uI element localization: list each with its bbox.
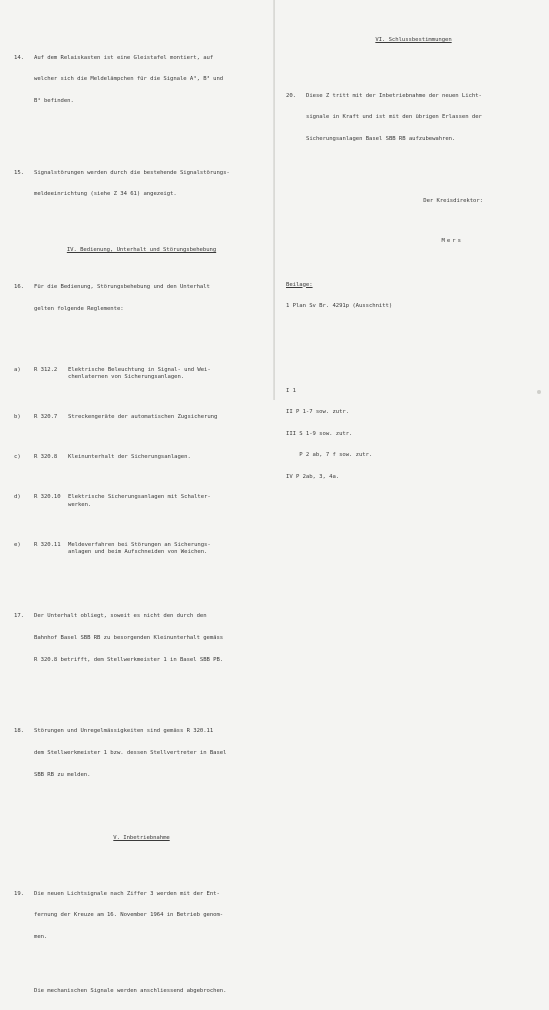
distribution-line: IV P 2ab, 3, 4a. <box>286 473 340 480</box>
paragraph-15: 15. Signalstörungen werden durch die bestehende Signalstörungs- meldeeinrichtung (siehe Z 34 61) angezeigt. <box>14 169 230 198</box>
distribution-line: II P 1-7 sow. zutr. <box>286 409 350 416</box>
left-column <box>14 26 269 1010</box>
regulation-item-d: d) R 320.10 Elektrische Sicherungsanlagen mit Schalter- werken. <box>14 494 211 508</box>
distribution-line: III S 1-9 sow. zutr. <box>286 430 353 437</box>
regulation-item-b: b) R 320.7 Streckengeräte der automatischen Zugsicherung <box>14 414 218 421</box>
section-heading-5: V. Inbetriebnahme <box>113 835 170 842</box>
paragraph-19: 19. Die neuen Lichtsignale nach Ziffer 3 werden mit der Ent- fernung der Kreuze am 16. November 1964 in Betrieb genom- men. <box>14 890 224 940</box>
section-heading-4: IV. Bedienung, Unterhalt und Störungsbehebung <box>66 246 217 253</box>
beilage-line: 1 Plan Sv Br. 4291p (Ausschnitt) <box>286 303 393 310</box>
regulation-item-c: c) R 320.8 Kleinunterhalt der Sicherungsanlagen. <box>14 454 191 461</box>
distribution-line: I 1 <box>286 387 296 394</box>
paragraph-19-note: Die mechanischen Signale werden anschliessend abgebrochen. <box>34 988 227 995</box>
beilage-title: Beilage: <box>286 281 313 288</box>
paragraph-16: 16. Für die Bedienung, Störungsbehebung und den Unterhalt gelten folgende Reglemente: <box>14 283 210 312</box>
paragraph-18: 18. Störungen und Unregelmässigkeiten sind gemäss R 320.11 dem Stellwerkmeister 1 bzw. dessen Stellvertreter in Basel SBB RB zu melden. <box>14 728 227 778</box>
regulation-item-a: a) R 312.2 Elektrische Beleuchtung in Signal- und Wei- chenlaternen von Sicherungsanlagen. <box>14 367 211 381</box>
right-column <box>286 22 541 510</box>
regulation-item-e: e) R 320.11 Meldeverfahren bei Störungen an Sicherungs- anlagen und beim Aufschneiden von Weichen. <box>14 541 211 555</box>
paragraph-14: 14. Auf dem Relaiskasten ist eine Gleistafel montiert, auf welcher sich die Meldelämpchen für die Signale A³, B³ und B⁴ befinden. <box>14 54 224 105</box>
distribution-list <box>286 373 541 495</box>
signature-title: Der Kreisdirektor: <box>423 198 483 205</box>
section-heading-6: VI. Schlussbestimmungen <box>375 37 452 44</box>
paragraph-20: 20. Diese Z tritt mit der Inbetriebnahme der neuen Licht- signale in Kraft und ist mit den übrigen Erlassen der Sicherungsanlagen Basel SBB RB aufzubewahren. <box>286 92 482 143</box>
page-fold <box>273 0 275 400</box>
paper-spot <box>537 390 541 394</box>
signature-name: Mers <box>441 238 463 245</box>
distribution-line: P 2 ab, 7 f sow. zutr. <box>286 452 373 459</box>
paragraph-17: 17. Der Unterhalt obliegt, soweit es nicht den durch den Bahnhof Basel SBB RB zu besorgenden Kleinunterhalt gemäss R 320.8 betrifft, dem Stellwerkmeister 1 in Basel SBB PB. <box>14 613 224 663</box>
